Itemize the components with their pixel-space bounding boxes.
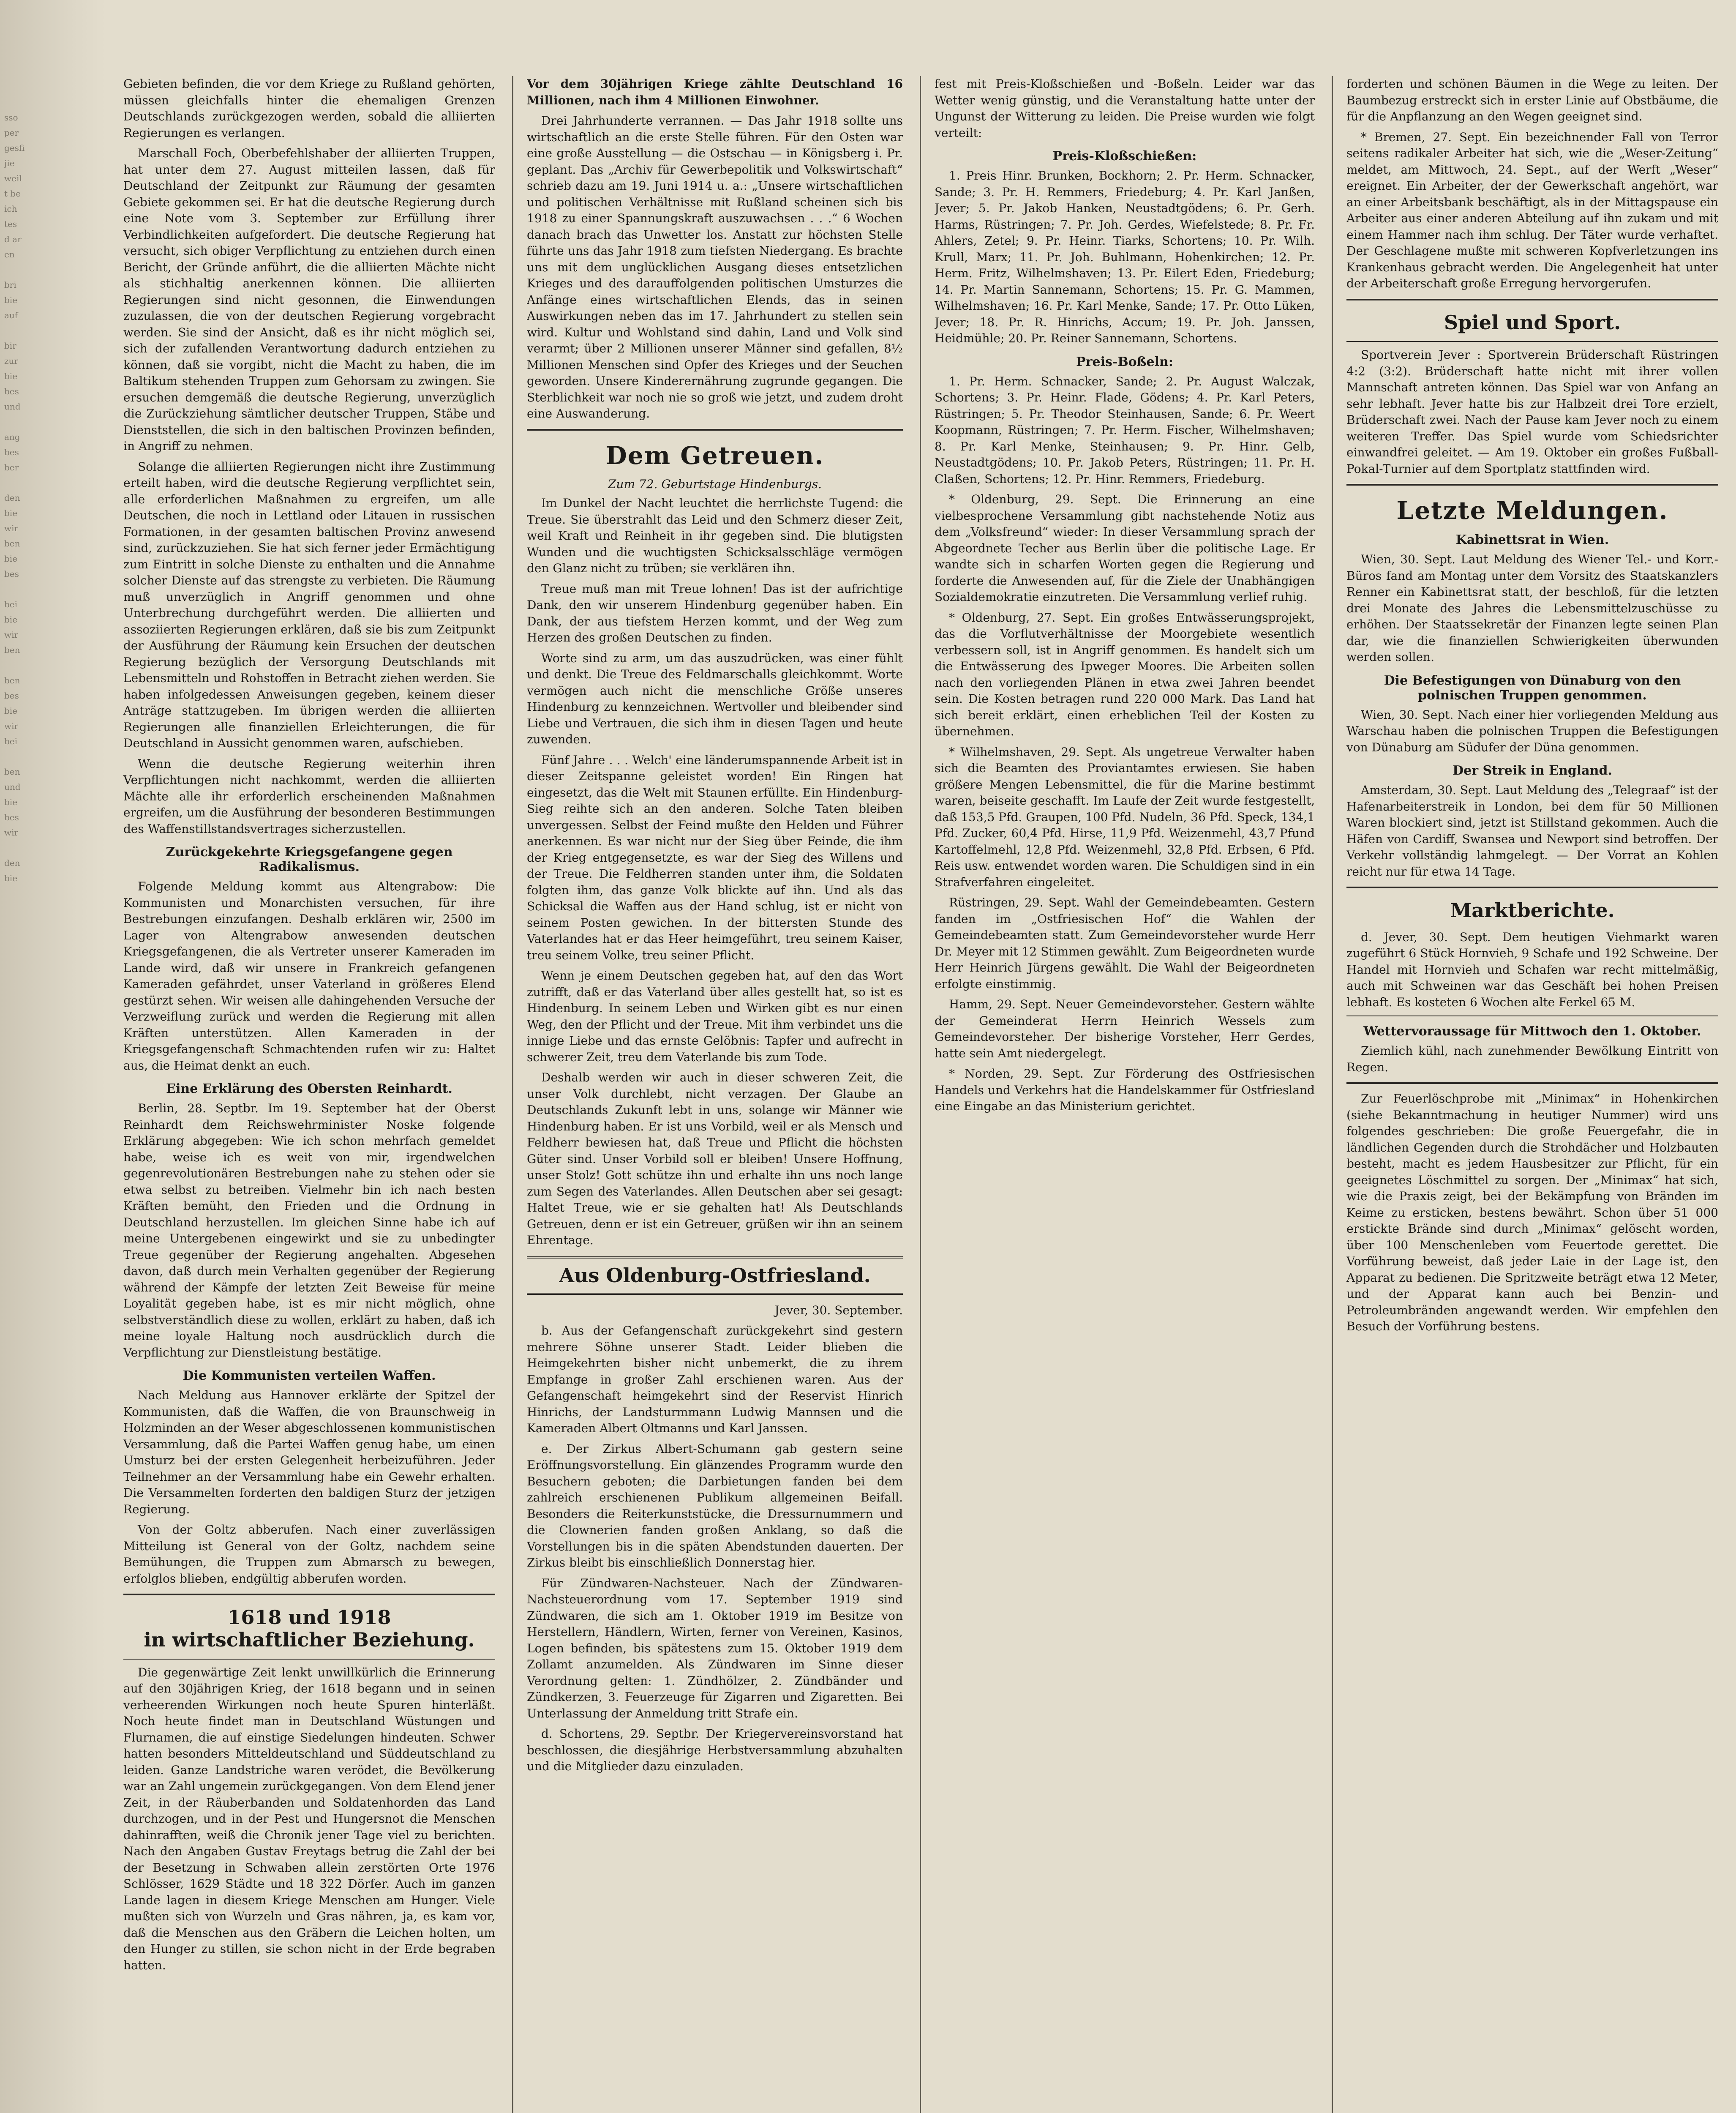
column-rule [920,76,921,2113]
edge-text-fragments: sso per gesfi jie weil t be ich tes d ar en bri bie auf bir zur bie bes und ang bes ber den bie wir ben bie bes bei bie wir ben ben bes bie wir bei ben und bie bes wir den bie [4,112,25,883]
article-text: Vor dem 30jährigen Kriege zählte Deutschland 16 Millionen, nach ihm 4 Millionen Einwohner. [527,77,903,107]
article-text: Wenn die deutsche Regierung weiterhin ihren Verpflichtungen nicht nachkommt, werden die alliierten Mächte alle ihr erforderlich erscheinenden Maßnahmen ergreifen, um die Ausführung der besonderen Bestimmungen des Waffenstillstandsvertrages sicherzustellen. [123,756,495,836]
article-text: Wien, 30. Sept. Nach einer hier vorliegenden Meldung aus Warschau haben die polnischen Truppen die Befestigungen von Dünaburg am Südufer der Düna genommen. [1346,707,1718,754]
article-text: Amsterdam, 30. Sept. Laut Meldung des „Telegraaf“ ist der Hafenarbeiterstreik in London, bei dem für 50 Millionen Waren blockiert sind, jetzt ist Stillstand gekommen. Auch die Häfen von Cardiff, Swansea und Newport sind betroffen. Der Verkehr vollständig lahmgelegt. — Der Vorrat an Kohlen reicht nur für etwa 14 Tage. [1346,783,1718,879]
article-text: Treue muß man mit Treue lohnen! Das ist der aufrichtige Dank, den wir unserem Hindenburg gegenüber haben. Ein Dank, der aus tiefstem Herzen kommt, und der Weg zum Herzen des großen Deutschen zu finden. [527,581,903,645]
section-divider [1346,341,1718,342]
article-text: 1. Preis Hinr. Brunken, Bockhorn; 2. Pr. Herm. Schnacker, Sande; 3. Pr. H. Remmers, Friedeburg; 4. Pr. Karl Janßen, Jever; 5. Pr. Jakob Hanken, Neustadtgödens; 6. Pr. Gerh. Harms, Rüstringen; 7. Pr. Joh. Gerdes, Wiefelstede; 8. Pr. Fr. Ahlers, Zetel; 9. Pr. Heinr. Tiarks, Schortens; 10. Pr. Wilh. Krull, Marx; 11. Pr. Joh. Buhlmann, Hohenkirchen; 12. Pr. Herm. Fritz, Wilhelmshaven; 13. Pr. Eilert Eden, Friedeburg; 14. Pr. Martin Sannemann, Schortens; 15. Pr. G. Mammen, Wilhelmshaven; 16. Pr. Karl Menke, Sande; 17. Pr. Otto Lüken, Jever; 18. Pr. R. Hinrichs, Accum; 19. Pr. Joh. Janssen, Heidmühle; 20. Pr. Reiner Sannemann, Schortens. [935,169,1315,345]
article-text: Fünf Jahre . . . Welch' eine länderumspannende Arbeit ist in dieser Zeitspanne geleistet worden! Ein Ringen hat eingesetzt, das die Welt mit Staunen erfüllte. Ein Hindenburg-Sieg reihte sich an den anderen. Solche Taten bleiben unvergessen. Selbst der Feind mußte den Helden und Führer anerkennen. Es war nicht nur der Sieg über Feinde, die ihm der Krieg entgegensetzte, es war der Sieg des Willens und der Treue. Die Feldherren standen unter ihm, die Soldaten folgten ihm, das ganze Volk blickte auf ihn. Und als das Schicksal die Waffen aus der Hand schlug, ist er nicht von seinem Posten gewichen. In der bittersten Stunde des Vaterlandes hat er das Heer heimgeführt, treu seinem Kaiser, treu seinem Volke, treu seiner Pflicht. [527,753,903,962]
article-text: Rüstringen, 29. Sept. Wahl der Gemeindebeamten. Gestern fanden im „Ostfriesischen Hof“ die Wahlen der Gemeindebeamten statt. Zum Gemeindevorsteher wurde Herr Dr. Meyer mit 12 Stimmen gewählt. Zum Beigeordneten wurde Herr Heinrich Jürgens gewählt. Die Wahl der Beigeordneten erfolgte einstimmig. [935,895,1315,991]
article-text: Von der Goltz abberufen. Nach einer zuverlässigen Mitteilung ist General von der Goltz, nachdem seine Bemühungen, die Truppen zum Abmarsch zu bewegen, erfolglos blieben, endgültig abberufen worden. [123,1523,495,1586]
section-divider [1346,887,1718,888]
column-rule [1332,76,1333,2113]
dateline: Jever, 30. September. [774,1303,903,1317]
column-1 [123,76,495,2113]
section-divider [123,1659,495,1660]
headline-marktberichte: Marktberichte. [1450,899,1615,922]
article-text: d. Schortens, 29. Septbr. Der Kriegervereinsvorstand hat beschlossen, die diesjährige Herbstversammlung abzuhalten und die Mitglieder dazu einzuladen. [527,1727,903,1774]
section-subheading: Zurückgekehrte Kriegsgefangene gegen Radikalismus. [166,845,453,874]
section-subheading: Preis-Kloßschießen: [1052,149,1197,164]
headline-oldenburg-ostfriesland: Aus Oldenburg-Ostfriesland. [559,1264,871,1287]
section-subheading: Zum 72. Geburtstage Hindenburgs. [608,477,822,491]
section-subheading: Eine Erklärung des Obersten Reinhardt. [166,1081,452,1096]
article-text: fest mit Preis-Kloßschießen und -Boßeln. Leider war das Wetter wenig günstig, und die Veranstaltung hatte unter der Ungunst der Witterung zu leiden. Die Preise wurden wie folgt verteilt: [935,77,1315,140]
article-text: Marschall Foch, Oberbefehlshaber der alliierten Truppen, hat unter dem 27. August mitteilen lassen, daß für Deutschland der Zeitpunkt zur Räumung der gesamten Gebiete gekommen sei. Er hat die deutsche Regierung durch eine Note vom 3. September zur Erfüllung ihrer Verbindlichkeiten aufgefordert. Die deutsche Regierung hat versucht, sich obiger Verpflichtung zu entziehen durch einen Bericht, der Gründe anführt, die die alliierten Mächte nicht als stichhaltig anerkennen können. Die alliierten Regierungen sind nicht gesonnen, die Einwendungen zuzulassen, die von der deutschen Regierung vorgebracht werden. Sie sind der Ansicht, daß es ihr nicht möglich sei, sich der zufallenden Verantwortung dadurch entziehen zu können, daß sie vorgibt, nicht die Macht zu haben, die im Baltikum stehenden Truppen zum Gehorsam zu zwingen. Sie ersuchen demgemäß die deutsche Regierung, unverzüglich die Zurückziehung sämtlicher deutscher Truppen, Stäbe und Dienststellen, die sich in den baltischen Provinzen befinden, in Angriff zu nehmen. [123,146,495,453]
column-2 [527,76,903,2113]
article-text: Berlin, 28. Septbr. Im 19. September hat der Oberst Reinhardt dem Reichswehrminister Noske folgende Erklärung abgegeben: Wie ich schon mehrfach gemeldet habe, weise ich es weit von mir, irgendwelchen gegenrevolutionären Bestrebungen nahe zu stehen oder sie etwa selbst zu betreiben. Vielmehr bin ich nach besten Kräften bemüht, den Frieden und die Ordnung in Deutschland herzustellen. Im gleichen Sinne habe ich auf meine Untergebenen eingewirkt und sie zu unbedingter Treue gegenüber der Regierung angehalten. Abgesehen davon, daß durch mein Verhalten gegenüber der Regierung während der Kämpfe der letzten Zeit Beweise für meine Loyalität gegeben habe, ist es mir nicht möglich, ohne selbstverständlich diese zu wollen, erklärt zu haben, daß ich meine loyale Haltung noch ausdrücklich durch die Verpflichtung zur Dienstleistung bestätige. [123,1101,495,1360]
weather-text: Ziemlich kühl, nach zunehmender Bewölkung Eintritt von Regen. [1346,1044,1718,1074]
section-subheading: Die Befestigungen von Dünaburg von den polnischen Truppen genommen. [1384,673,1681,703]
newspaper-page [123,76,1718,2113]
article-text: Folgende Meldung kommt aus Altengrabow: Die Kommunisten und Monarchisten versuchen, für ihre Bestrebungen einzufangen. Deshalb erklären wir, 2500 im Lager von Altengrabow anwesenden deutschen Kriegsgefangenen, die als Vertreter unserer Kameraden im Lande wird, daß wir unsere in Frankreich gefangenen Kameraden gefährdet, unser Vaterland in größeres Elend gestürzt sehen. Wir weisen alle dahingehenden Versuche der Verzweiflung zurück und werden die Regierung mit allen Kräften unterstützen. Allen Kameraden in der Kriegsgefangenschaft Schmachtenden rufen wir zu: Haltet aus, die Heimat denkt an euch. [123,879,495,1073]
section-divider [1346,1082,1718,1084]
article-text: Nach Meldung aus Hannover erklärte der Spitzel der Kommunisten, daß die Waffen, die von Braunschweig in Holzminden an der Weser abgeschlossenen kommunistischen Versammlung, daß die Partei Waffen genug habe, um einen Umsturz bei der ersten Gelegenheit herbeizuführen. Jeder Teilnehmer an der Versammlung habe ein Gewehr erhalten. Die Versammelten forderten den baldigen Sturz der jetzigen Regierung. [123,1388,495,1516]
article-text: * Wilhelmshaven, 29. Sept. Als ungetreue Verwalter haben sich die Beamten des Proviantamtes erwiesen. Sie haben größere Mengen Lebensmittel, die für die Marine bestimmt waren, beiseite geschafft. Im Laufe der Zeit wurde festgestellt, daß 153,5 Pfd. Graupen, 100 Pfd. Nudeln, 36 Pfd. Speck, 134,1 Pfd. Zucker, 60,4 Pfd. Hirse, 11,9 Pfd. Weizenmehl, 43,7 Pfund Kartoffelmehl, 12,8 Pfd. Weizenmehl, 32,8 Pfd. Erbsen, 6 Pfd. Reis usw. entwendet worden waren. Die Schuldigen sind in ein Strafverfahren eingeleitet. [935,745,1315,889]
section-subheading: Kabinettsrat in Wien. [1455,532,1609,548]
article-text: * Oldenburg, 27. Sept. Ein großes Entwässerungsprojekt, das die Vorflutverhältnisse der Moorgebiete wesentlich verbessern soll, ist in Angriff genommen. Es handelt sich um die Entwässerung des Ipweger Moores. Die Arbeiten sollen nach den vorliegenden Plänen in etwa zwei Jahren beendet sein. Die Kosten betragen rund 220 000 Mark. Das Land hat sich bereit erklärt, einen erheblichen Teil der Kosten zu übernehmen. [935,610,1315,738]
article-text: Solange die alliierten Regierungen nicht ihre Zustimmung erteilt haben, wird die deutsche Regierung verpflichtet sein, alle erforderlichen Maßnahmen zu ergreifen, um alle Deutschen, die noch in Lettland oder Litauen in russischen Formationen, in der gesamten baltischen Provinz anwesend sind, zurückzuziehen. Sie hat sich ferner jeder Ermächtigung zum Eintritt in solche Dienste zu enthalten und die Annahme solcher Dienste auf das strengste zu verbieten. Die Räumung muß unverzüglich in Angriff genommen und ohne Unterbrechung durchgeführt werden. Die alliierten und assoziierten Regierungen erklären, daß sie bis zum Zeitpunkt der Ausführung der Räumung kein Ersuchen der deutschen Regierung bezüglich der Versorgung Deutschlands mit Lebensmitteln und Rohstoffen in Betracht ziehen werden. Sie haben infolgedessen Anweisungen gegeben, keinem dieser Anträge stattzugeben. Im übrigen werden die alliierten Regierungen alle finanziellen Erleichterungen, die für Deutschland in Aussicht genommen waren, aufschieben. [123,459,495,750]
section-subheading: Die Kommunisten verteilen Waffen. [183,1368,436,1383]
article-text: Wenn je einem Deutschen gegeben hat, auf den das Wort zutrifft, daß er das Vaterland über alles gestellt hat, so ist es Hindenburg. In seinem Leben und Wirken gibt es nur einen Weg, den der Pflicht und der Treue. Mit ihm verbindet uns die innige Liebe und das ernste Gelöbnis: Tapfer und aufrecht in schwerer Zeit, treu dem Vaterlande bis zum Tode. [527,969,903,1064]
headline-dem-getreuen: Dem Getreuen. [605,441,824,470]
section-subheading: Der Streik in England. [1453,763,1612,778]
article-text: Für Zündwaren-Nachsteuer. Nach der Zündwaren-Nachsteuerordnung vom 17. September 1919 sind Zündwaren, die sich am 1. Oktober 1919 im Besitze von Herstellern, Händlern, Wirten, ferner von Vereinen, Kasinos, Logen befinden, bis spätestens zum 15. Oktober 1919 dem Zollamt anzumelden. Als Zündwaren im Sinne dieser Verordnung gelten: 1. Zündhölzer, 2. Zündbänder und Zündkerzen, 3. Feuerzeuge für Zigarren und Zigaretten. Bei Unterlassung der Anmeldung tritt Strafe ein. [527,1576,903,1720]
article-text: d. Jever, 30. Sept. Dem heutigen Viehmarkt waren zugeführt 6 Stück Hornvieh, 9 Schafe und 192 Schweine. Der Handel mit Hornvieh und Schafen war recht mittelmäßig, auch mit Schweinen war das Geschäft bei hohen Preisen lebhaft. Es kosteten 6 Wochen alte Ferkel 65 M. [1346,930,1718,1009]
column-3 [935,76,1315,2113]
article-text: forderten und schönen Bäumen in die Wege zu leiten. Der Baumbezug erstreckt sich in erster Linie auf Obstbäume, die für die Anpflanzung an den Wegen geeignet sind. [1346,77,1718,123]
article-text: 1. Pr. Herm. Schnacker, Sande; 2. Pr. August Walczak, Schortens; 3. Pr. Heinr. Flade, Gödens; 4. Pr. Karl Peters, Rüstringen; 5. Pr. Theodor Steinhausen, Sande; 6. Pr. Weert Koopmann, Rüstringen; 7. Pr. Herm. Fischer, Wilhelmshaven; 8. Pr. Karl Menke, Steinhausen; 9. Pr. Hinr. Gelb, Neustadtgödens; 10. Pr. Jakob Peters, Rüstringen; 11. Pr. H. Claßen, Schortens; 12. Pr. Hinr. Remmers, Friedeburg. [935,374,1315,486]
article-text: Im Dunkel der Nacht leuchtet die herrlichste Tugend: die Treue. Sie überstrahlt das Leid und den Schmerz dieser Zeit, weil Kraft und Reinheit in ihr gegeben sind. Die blutigsten Wunden und die wuchtigsten Schicksalsschläge vermögen den Glanz nicht zu trüben; sie verklären ihn. [527,496,903,576]
section-divider [123,1594,495,1595]
article-text: * Oldenburg, 29. Sept. Die Erinnerung an eine vielbesprochene Versammlung gibt nachstehende Notiz aus dem „Volksfreund“ wieder: In dieser Versammlung sprach der Abgeordnete Techer aus Berlin über die politische Lage. Er wandte sich in scharfen Worten gegen die Regierung und forderte die Anwesenden auf, für die Ziele der Unabhängigen Sozialdemokratie einzutreten. Die Versammlung verlief ruhig. [935,492,1315,604]
column-4 [1346,76,1718,2113]
section-subheading: Preis-Boßeln: [1076,354,1173,369]
section-divider [527,429,903,431]
article-text: Drei Jahrhunderte verrannen. — Das Jahr 1918 sollte uns wirtschaftlich an die erste Stelle führen. Für den Osten war eine große Ausstellung — die Ostschau — in Königsberg i. Pr. geplant. Das „Archiv für Gewerbepolitik und Volkswirtschaft“ schrieb dazu am 19. Juni 1914 u. a.: „Unsere wirtschaftlichen und politischen Verhältnisse mit Rußland scheinen sich bis 1918 zu einer Spannungskraft auszuwachsen . . .“ 6 Wochen danach brach das Unwetter los. Anstatt zur höchsten Stelle führte uns das Jahr 1918 zum tiefsten Niedergang. Es brachte uns mit dem unglücklichen Ausgang dieses entsetzlichen Krieges und des darauffolgenden politischen Umsturzes die Anfänge eines wirtschaftlichen Elends, das in seinen Auswirkungen neben das im 17. Jahrhundert zu stellen sein wird. Kultur und Wohlstand sind dahin, Land und Volk sind verarmt; über 2 Millionen unserer Männer sind gefallen, 8½ Millionen Menschen sind Opfer des Krieges und der Seuchen geworden. Unsere Kinderernährung zugrunde gegangen. Die Sterblichkeit war noch nie so groß wie jetzt, und zudem droht eine Auswanderung. [527,114,903,420]
scan-margin [0,0,106,2113]
section-divider [1346,299,1718,300]
section-header-box [527,1256,903,1295]
headline-letzte-meldungen: Letzte Meldungen. [1396,496,1668,525]
article-text: b. Aus der Gefangenschaft zurückgekehrt sind gestern mehrere Söhne unserer Stadt. Leider blieben die Heimgekehrten bisher nicht unbemerkt, die zu ihrem Empfange in großer Zahl erschienen waren. Aus der Gefangenschaft heimgekehrt sind der Reservist Hinrich Hinrichs, der Landsturmmann Ludwig Mannsen und die Kameraden Albert Oltmanns und Karl Janssen. [527,1324,903,1436]
headline-1618-1918: 1618 und 1918 in wirtschaftlicher Beziehung. [144,1606,475,1651]
article-text: Wien, 30. Sept. Laut Meldung des Wiener Tel.- und Korr.-Büros fand am Montag unter dem Vorsitz des Staatskanzlers Renner ein Kabinettsrat statt, der beschloß, für die letzten drei Monate des Jahres die Lebensmittelzuschüsse zu erhöhen. Der Staatssekretär der Finanzen legte seinen Plan dar, wie die finanziellen Schwierigkeiten überwunden werden sollen. [1346,552,1718,664]
article-text: * Bremen, 27. Sept. Ein bezeichnender Fall von Terror seitens radikaler Arbeiter hat sich, wie die „Weser-Zeitung“ meldet, am Mittwoch, 24. Sept., auf der Werft „Weser“ ereignet. Ein Arbeiter, der der Gewerkschaft angehört, war an einer Arbeitsbank beschäftigt, als in der Mittagspause ein Arbeiter aus einer anderen Abteilung auf ihn zukam und mit einem Hammer nach ihm schlug. Der Täter wurde verhaftet. Der Geschlagene mußte mit schweren Kopfverletzungen ins Krankenhaus gebracht werden. Die Angelegenheit hat unter der Arbeiterschaft große Erregung hervorgerufen. [1346,130,1718,290]
section-divider [1346,484,1718,486]
article-text: Zur Feuerlöschprobe mit „Minimax“ in Hohenkirchen (siehe Bekanntmachung in heutiger Nummer) wird uns folgendes geschrieben: Die große Feuergefahr, die in ländlichen Gegenden durch die Strohdächer und Holzbauten besteht, macht es jedem Hausbesitzer zur Pflicht, für ein geeignetes Löschmittel zu sorgen. Der „Minimax“ hat sich, wie die Praxis zeigt, bei der Bekämpfung von Bränden im Keime zu ersticken, bestens bewährt. Schon über 51 000 erstickte Brände sind durch „Minimax“ gelöscht worden, über 100 Menschenleben vom Feuertode gerettet. Die Vorführung beweist, daß jeder Laie in der Lage ist, den Apparat zu bedienen. Die Spritzweite beträgt etwa 12 Meter, und der Apparat kann auch bei Benzin- und Petroleumbränden angewandt werden. Wir empfehlen den Besuch der Vorführung bestens. [1346,1092,1718,1334]
article-text: Worte sind zu arm, um das auszudrücken, was einer fühlt und denkt. Die Treue des Feldmarschalls gleichkommt. Worte vermögen auch nicht die menschliche Größe unseres Hindenburg zu kennzeichnen. Wertvoller und bleibender sind Liebe und Vertrauen, die sich ihm in diesen Tagen und heute zuwenden. [527,651,903,747]
weather-heading: Wettervoraussage für Mittwoch den 1. Oktober. [1363,1024,1701,1039]
article-text: * Norden, 29. Sept. Zur Förderung des Ostfriesischen Handels und Verkehrs hat die Handelskammer für Ostfriesland eine Eingabe an das Ministerium gerichtet. [935,1067,1315,1113]
article-text: e. Der Zirkus Albert-Schumann gab gestern seine Eröffnungsvorstellung. Ein glänzendes Programm wurde den Besuchern geboten; die Darbietungen fanden bei dem zahlreich erschienenen Publikum allgemeinen Beifall. Besonders die Reiterkunststücke, die Dressurnummern und die Clownerien fanden großen Anklang, so daß die Vorstellungen bis in die späten Abendstunden dauerten. Der Zirkus bleibt bis einschließlich Donnerstag hier. [527,1441,903,1570]
article-text: Hamm, 29. Sept. Neuer Gemeindevorsteher. Gestern wählte der Gemeinderat Herrn Heinrich Wessels zum Gemeindevorsteher. Der bisherige Vorsteher, Herr Gerdes, hatte sein Amt niedergelegt. [935,997,1315,1060]
article-text: Deshalb werden wir auch in dieser schweren Zeit, die unser Volk durchlebt, nicht verzagen. Der Glaube an Deutschlands Zukunft lebt in uns, solange wir Männer wie Hindenburg haben. Er ist uns Vorbild, weil er als Mensch und Feldherr bewiesen hat, daß Treue und Pflicht die höchsten Güter sind. Unser Vorbild soll er bleiben! Unsere Hoffnung, unser Stolz! Gott schütze ihn und erhalte ihn uns noch lange zum Segen des Vaterlandes. Allen Deutschen aber sei gesagt: Haltet Treue, wie er sie gehalten hat! Als Deutschlands Getreuen, denn er ist ein Getreuer, grüßen wir ihn an seinem Ehrentage. [527,1070,903,1248]
headline-spiel-und-sport: Spiel und Sport. [1444,311,1621,334]
column-rule [512,76,513,2113]
article-text: Die gegenwärtige Zeit lenkt unwillkürlich die Erinnerung auf den 30jährigen Krieg, der 1618 begann und in seinen verheerenden Wirkungen noch heute Spuren hinterläßt. Noch heute findet man in Deutschland Wüstungen und Flurnamen, die auf einstige Siedelungen hindeuten. Schwer hatten besonders Mitteldeutschland und Süddeutschland zu leiden. Ganze Landstriche waren verödet, die Bevölkerung war an Zahl ungemein zurückgegangen. Von dem Elend jener Zeit, in der Räuberbanden und Soldatenhorden das Land durchzogen, und in der Pest und Hungersnot die Menschen dahinrafften, weiß die Chronik jener Tage viel zu berichten. Nach den Angaben Gustav Freytags betrug die Zahl der bei der Besetzung in Schwaben allein zerstörten Orte 1976 Schlösser, 1629 Städte und 18 322 Dörfer. Auch im ganzen Lande lagen in diesem Kriege Menschen am Hunger. Viele mußten sich von Wurzeln und Gras nähren, ja, es kam vor, daß die Menschen aus den Gräbern die Leichen holten, um den Hunger zu stillen, sie schon nicht in der Erde begraben hatten. [123,1665,495,1972]
article-text: Gebieten befinden, die vor dem Kriege zu Rußland gehörten, müssen gleichfalls hinter die ehemaligen Grenzen Deutschlands zurückgezogen werden, sobald die alliierten Regierungen es verlangen. [123,77,495,140]
article-text: Sportverein Jever : Sportverein Brüderschaft Rüstringen 4:2 (3:2). Brüderschaft hatte nicht mit ihrer vollen Mannschaft antreten können. Das Spiel war von Anfang an sehr lebhaft. Jever hatte bis zur Halbzeit drei Tore erzielt, Brüderschaft zwei. Nach der Pause kam Jever noch zu einem weiteren Treffer. Das Spiel wurde vom Schiedsrichter einwandfrei geleitet. — Am 19. Oktober ein großes Fußball-Pokal-Turnier auf dem Sportplatz stattfinden wird. [1346,348,1718,476]
